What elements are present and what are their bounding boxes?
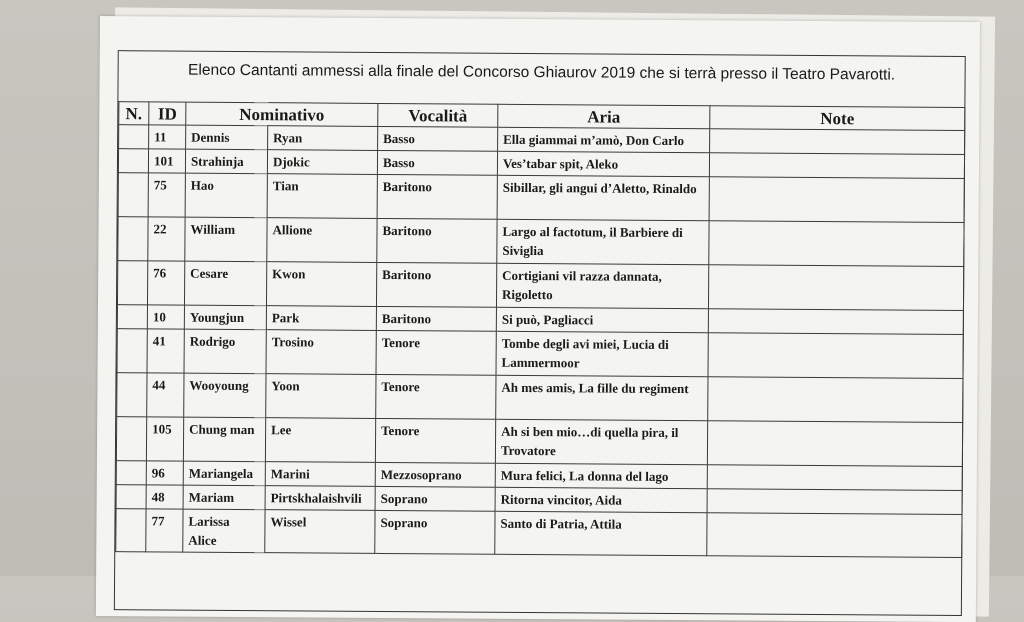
cell-voice: Baritono (376, 262, 496, 307)
cell-n (116, 485, 146, 509)
cell-last-name: Tian (267, 174, 377, 219)
cell-note (708, 265, 963, 311)
cell-voice: Basso (378, 126, 498, 151)
cell-voice: Soprano (375, 486, 495, 511)
cell-note (709, 177, 964, 223)
cell-first-name: Chung man (183, 417, 265, 462)
cell-last-name: Park (266, 306, 376, 331)
cell-n (117, 261, 147, 305)
cell-note (707, 513, 962, 558)
cell-id: 76 (147, 261, 184, 305)
cell-last-name: Trosino (266, 330, 376, 375)
cell-aria: Santo di Patria, Attila (495, 511, 707, 555)
cell-id: 105 (146, 417, 183, 461)
cell-id: 77 (146, 509, 183, 552)
cell-first-name: Wooyoung (184, 373, 266, 418)
header-note: Note (710, 106, 965, 131)
cell-last-name: Wissel (265, 510, 375, 554)
cell-id: 48 (146, 485, 183, 509)
cell-id: 10 (147, 305, 184, 329)
cell-aria: Ah mes amis, La fille du regiment (496, 375, 708, 420)
cell-last-name: Yoon (266, 374, 376, 419)
cell-aria: Tombe degli avi miei, Lucia di Lammermoor (496, 331, 708, 376)
header-vocalita: Vocalità (378, 103, 498, 127)
header-nominativo: Nominativo (186, 102, 378, 126)
cell-n (116, 509, 146, 552)
cell-voice: Baritono (377, 218, 497, 263)
cell-voice: Mezzosoprano (375, 462, 495, 487)
cell-note (707, 489, 962, 515)
cell-last-name: Kwon (266, 262, 376, 307)
cell-first-name: Cesare (184, 261, 266, 306)
cell-note (708, 333, 963, 379)
cell-first-name: Hao (185, 173, 267, 218)
cell-note (708, 377, 963, 423)
cell-id: 96 (146, 461, 183, 485)
singers-table (115, 101, 965, 558)
cell-id: 101 (148, 149, 185, 173)
document-frame (114, 50, 966, 616)
header-n: N. (119, 102, 149, 125)
table-row (117, 373, 963, 423)
cell-first-name: Strahinja (185, 149, 267, 174)
cell-first-name: Mariam (183, 485, 265, 510)
cell-first-name: Dennis (186, 125, 268, 150)
cell-first-name: Youngjun (184, 305, 266, 330)
table-row (116, 417, 962, 467)
cell-voice: Baritono (376, 306, 496, 331)
cell-n (117, 305, 147, 329)
cell-note (707, 421, 962, 467)
cell-voice: Basso (377, 150, 497, 175)
cell-first-name: William (185, 217, 267, 262)
cell-note (707, 465, 962, 491)
cell-note (709, 153, 964, 179)
table-row (117, 329, 963, 379)
cell-voice: Soprano (375, 510, 495, 554)
cell-last-name: Marini (265, 462, 375, 487)
cell-aria: Ritorna vincitor, Aida (495, 487, 707, 512)
cell-aria: Largo al factotum, il Barbiere di Siviglia (497, 219, 709, 264)
cell-n (116, 417, 146, 461)
cell-voice: Tenore (376, 330, 496, 375)
cell-aria: Ves’tabar spit, Aleko (497, 151, 709, 176)
cell-first-name: Mariangela (183, 461, 265, 486)
cell-note (708, 309, 963, 335)
header-id: ID (149, 102, 186, 125)
table-row (116, 509, 962, 558)
cell-first-name: Rodrigo (184, 329, 266, 374)
cell-note (709, 221, 964, 267)
cell-id: 44 (147, 373, 184, 417)
paper-sheet (96, 16, 980, 622)
cell-n (117, 329, 147, 373)
cell-aria: Ella giammai m’amò, Don Carlo (498, 127, 710, 152)
document-title: Elenco Cantanti ammessi alla finale del Concorso Ghiaurov 2019 che si terrà presso il Teatro Pavarotti. (188, 61, 896, 84)
cell-id: 22 (148, 217, 185, 261)
cell-aria: Si può, Pagliacci (496, 307, 708, 332)
cell-note (710, 129, 965, 155)
cell-aria: Cortigiani vil razza dannata, Rigoletto (496, 263, 708, 308)
cell-last-name: Pirtskhalaishvili (265, 486, 375, 511)
cell-voice: Baritono (377, 174, 497, 219)
header-aria: Aria (498, 104, 710, 128)
table-row (117, 261, 963, 311)
cell-last-name: Allione (267, 218, 377, 263)
table-row (118, 217, 964, 267)
cell-n (118, 149, 148, 173)
cell-last-name: Djokic (267, 150, 377, 175)
cell-last-name: Ryan (268, 126, 378, 151)
cell-voice: Tenore (376, 374, 496, 419)
cell-id: 11 (149, 125, 186, 149)
cell-first-name: Larissa Alice (183, 509, 265, 553)
cell-n (118, 217, 148, 261)
table-row (118, 173, 964, 223)
cell-n (117, 373, 147, 417)
cell-aria: Mura felici, La donna del lago (495, 463, 707, 488)
cell-n (118, 173, 148, 217)
cell-id: 75 (148, 173, 185, 217)
cell-voice: Tenore (375, 418, 495, 463)
cell-aria: Sibillar, gli angui d’Aletto, Rinaldo (497, 175, 709, 220)
cell-n (116, 461, 146, 485)
cell-n (119, 125, 149, 149)
cell-aria: Ah si ben mio…di quella pira, il Trovatore (495, 419, 707, 464)
cell-last-name: Lee (265, 418, 375, 463)
cell-id: 41 (147, 329, 184, 373)
